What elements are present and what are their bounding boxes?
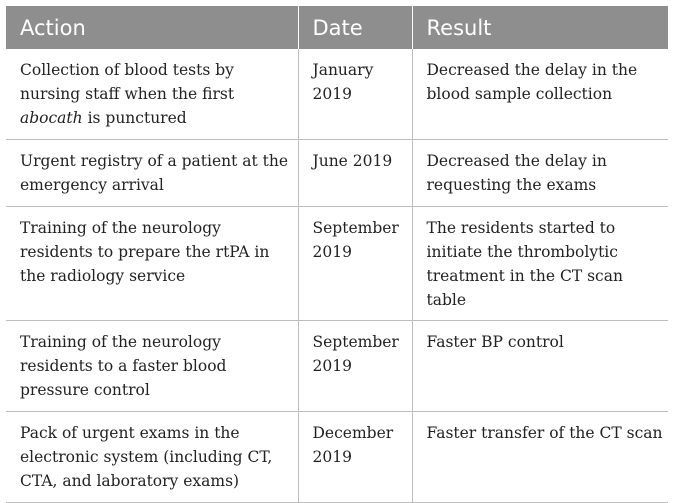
cell-action xyxy=(6,49,298,140)
header-date: Date xyxy=(298,6,412,49)
cell-date: January 2019 xyxy=(298,49,412,140)
cell-action-text-end: is punctured xyxy=(82,109,187,127)
cell-result: Faster BP control xyxy=(412,321,668,412)
cell-date: September 2019 xyxy=(298,321,412,412)
table-row xyxy=(6,49,668,140)
cell-result: Decreased the delay in requesting the exams xyxy=(412,140,668,207)
cell-action-text: Collection of blood tests by nursing staff when the first xyxy=(20,61,235,103)
header-row xyxy=(6,6,668,49)
cell-action-emphasis: abocath xyxy=(20,109,83,127)
cell-action: Urgent registry of a patient at the emergency arrival xyxy=(6,140,298,207)
cell-action: Pack of urgent exams in the electronic system (including CT, CTA, and laboratory exams) xyxy=(6,412,298,503)
cell-action: Training of the neurology residents to a faster blood pressure control xyxy=(6,321,298,412)
cell-result: The residents started to initiate the thrombolytic treatment in the CT scan table xyxy=(412,207,668,321)
header-result: Result xyxy=(412,6,668,49)
table-header xyxy=(6,6,668,49)
cell-result: Decreased the delay in the blood sample collection xyxy=(412,49,668,140)
table-row xyxy=(6,412,668,503)
header-action: Action xyxy=(6,6,298,49)
cell-result: Faster transfer of the CT scan xyxy=(412,412,668,503)
cell-date: September 2019 xyxy=(298,207,412,321)
table-row xyxy=(6,207,668,321)
table-body xyxy=(6,49,668,503)
table-row xyxy=(6,321,668,412)
actions-table xyxy=(6,6,668,503)
cell-action: Training of the neurology residents to prepare the rtPA in the radiology service xyxy=(6,207,298,321)
cell-date: June 2019 xyxy=(298,140,412,207)
cell-date: December 2019 xyxy=(298,412,412,503)
table-row xyxy=(6,140,668,207)
